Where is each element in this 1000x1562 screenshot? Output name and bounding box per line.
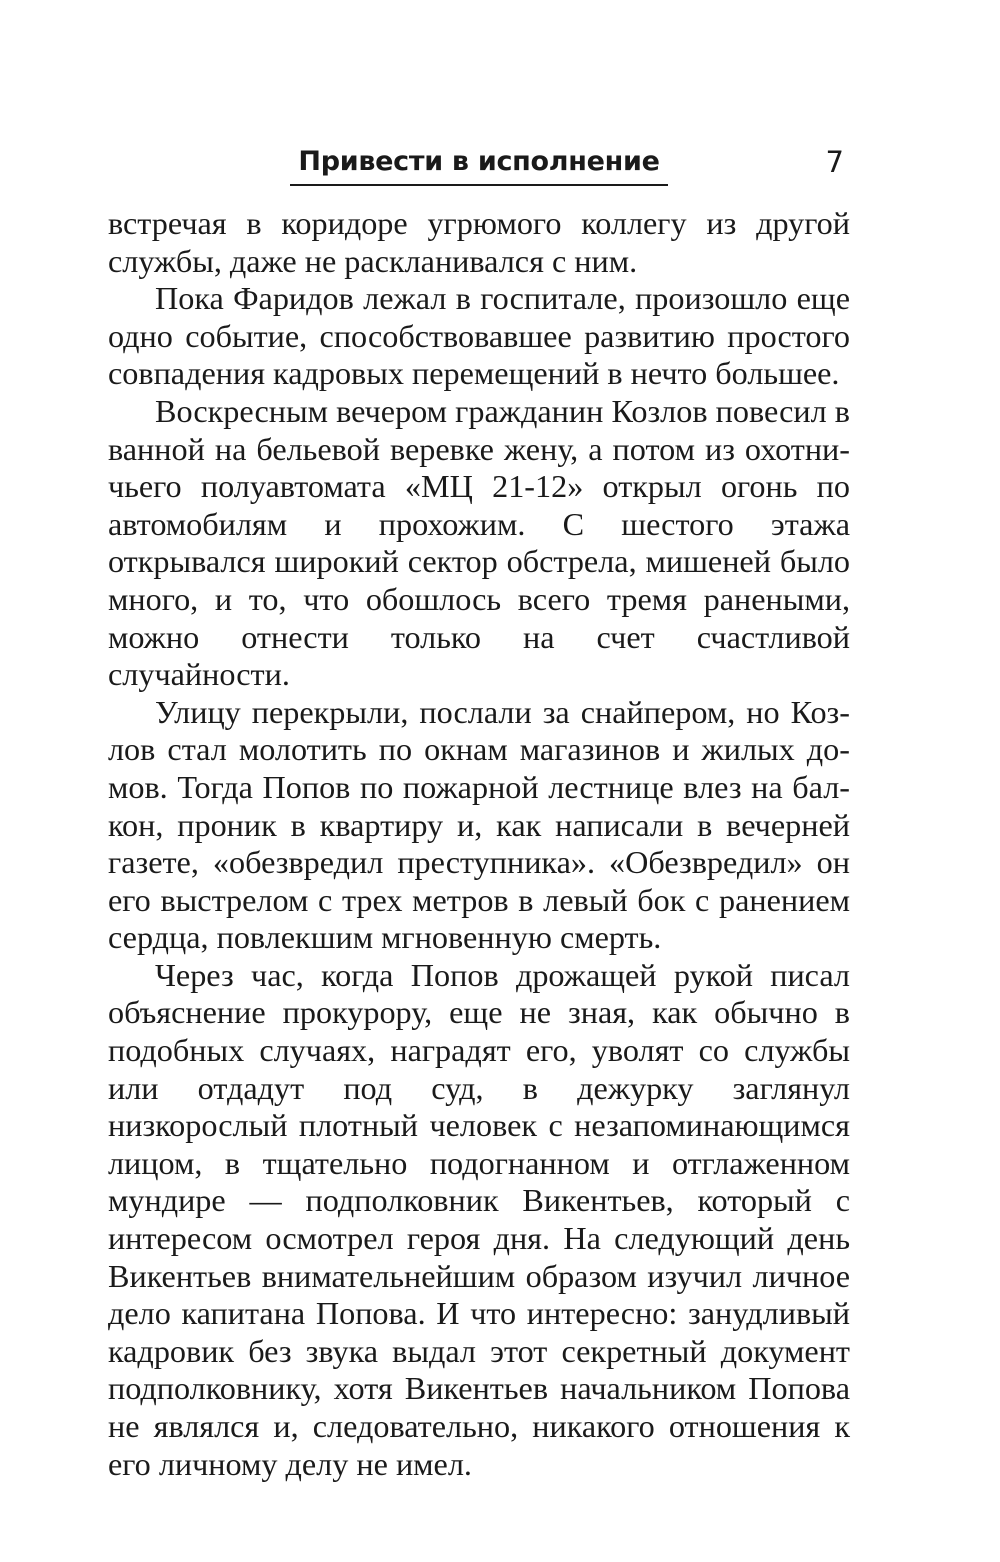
- paragraph: Улицу перекрыли, послали за снайпером, но Козлов стал молотить по окнам магазинов и жилых домов. Тогда Попов по пожарной лестнице влез на балкон, проник в квартиру и, как написали в вечерней газете, «обезвредил преступника». «Обезвредил» он его выстрелом с трех метров в левый бок с ранением сердца, повлекшим мгновенную смерть.: [108, 693, 850, 956]
- page-number: 7: [825, 145, 844, 179]
- body-text: [108, 205, 850, 1483]
- paragraph: Через час, когда Попов дрожащей рукой писал объяснение прокурору, еще не зная, как обычно в подобных случаях, наградят его, уволят со службы или отдадут под суд, в дежурку заглянул низкорослый плотный человек с незапоминающимся лицом, в тщательно подогнанном и отглаженном мундире — подполковник Викентьев, который с интересом осмотрел героя дня. На следующий день Викентьев внимательнейшим образом изучил личное дело капитана Попова. И что интересно: занудливый кадровик без звука выдал этот секретный документ подполковнику, хотя Викентьев начальником Попова не являлся и, следовательно, никакого отношения к его личному делу не имел.: [108, 956, 850, 1482]
- paragraph: Воскресным вечером гражданин Козлов повесил в ванной на бельевой веревке жену, а потом из охотничьего полуавтомата «МЦ 21-12» открыл огонь по автомобилям и прохожим. С шестого этажа открывался широкий сектор обстрела, мишеней было много, и то, что обошлось всего тремя ранеными, можно отнести только на счет счастливой случайности.: [108, 392, 850, 693]
- running-title: Привести в исполнение: [290, 142, 668, 186]
- paragraph-continued: встречая в коридоре угрюмого коллегу из другой службы, даже не раскланивался с ним.: [108, 205, 850, 279]
- running-head: [110, 142, 848, 192]
- paragraph: Пока Фаридов лежал в госпитале, произошло еще одно событие, способствовавшее развитию простого совпадения кадровых перемещений в нечто большее.: [108, 280, 850, 392]
